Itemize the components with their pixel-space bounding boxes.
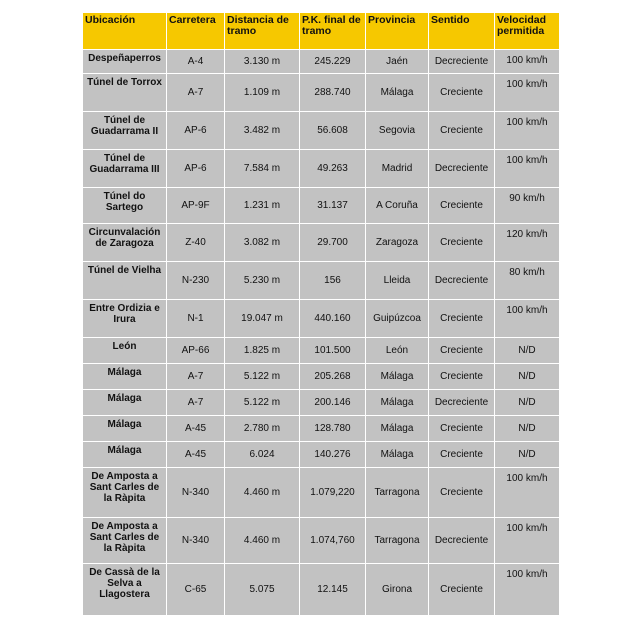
cell-velocidad: 90 km/h (495, 188, 560, 224)
cell-pk: 440.160 (300, 300, 366, 338)
cell-provincia: Málaga (366, 364, 429, 390)
cell-provincia: Lleida (366, 262, 429, 300)
cell-pk: 101.500 (300, 338, 366, 364)
cell-distancia: 7.584 m (225, 150, 300, 188)
cell-provincia: Guipúzcoa (366, 300, 429, 338)
cell-distancia: 6.024 (225, 442, 300, 468)
cell-carretera: AP-6 (167, 150, 225, 188)
cell-sentido: Creciente (429, 188, 495, 224)
table-row (83, 262, 560, 300)
cell-provincia: Madrid (366, 150, 429, 188)
cell-pk: 128.780 (300, 416, 366, 442)
cell-sentido: Creciente (429, 224, 495, 262)
cell-pk: 31.137 (300, 188, 366, 224)
cell-sentido: Decreciente (429, 390, 495, 416)
header-pk: P.K. final de tramo (300, 13, 366, 50)
cell-sentido: Decreciente (429, 262, 495, 300)
table-row (83, 416, 560, 442)
table-header-row (83, 13, 560, 50)
cell-distancia: 4.460 m (225, 468, 300, 518)
cell-carretera: N-1 (167, 300, 225, 338)
cell-ubicacion: Málaga (83, 364, 167, 390)
cell-pk: 245.229 (300, 50, 366, 74)
header-distancia: Distancia de tramo (225, 13, 300, 50)
cell-distancia: 2.780 m (225, 416, 300, 442)
table-row (83, 518, 560, 564)
cell-pk: 56.608 (300, 112, 366, 150)
cell-distancia: 19.047 m (225, 300, 300, 338)
cell-ubicacion: Despeñaperros (83, 50, 167, 74)
table-row (83, 564, 560, 616)
cell-sentido: Creciente (429, 112, 495, 150)
cell-velocidad: 100 km/h (495, 50, 560, 74)
cell-distancia: 3.130 m (225, 50, 300, 74)
cell-velocidad: 120 km/h (495, 224, 560, 262)
cell-provincia: A Coruña (366, 188, 429, 224)
cell-ubicacion: Entre Ordizia e Irura (83, 300, 167, 338)
cell-provincia: Tarragona (366, 468, 429, 518)
cell-velocidad: 100 km/h (495, 74, 560, 112)
cell-ubicacion: De Amposta a Sant Carles de la Ràpita (83, 468, 167, 518)
cell-sentido: Creciente (429, 74, 495, 112)
cell-sentido: Decreciente (429, 50, 495, 74)
cell-pk: 1.079,220 (300, 468, 366, 518)
cell-carretera: AP-9F (167, 188, 225, 224)
cell-ubicacion: León (83, 338, 167, 364)
cell-sentido: Creciente (429, 564, 495, 616)
cell-ubicacion: Túnel de Guadarrama II (83, 112, 167, 150)
cell-carretera: AP-66 (167, 338, 225, 364)
cell-provincia: Málaga (366, 442, 429, 468)
cell-pk: 156 (300, 262, 366, 300)
cell-carretera: A-45 (167, 442, 225, 468)
cell-distancia: 5.122 m (225, 390, 300, 416)
cell-pk: 205.268 (300, 364, 366, 390)
cell-pk: 1.074,760 (300, 518, 366, 564)
cell-velocidad: N/D (495, 390, 560, 416)
cell-ubicacion: Málaga (83, 390, 167, 416)
cell-distancia: 5.122 m (225, 364, 300, 390)
cell-distancia: 5.075 (225, 564, 300, 616)
header-velocidad: Velocidad permitida (495, 13, 560, 50)
cell-distancia: 1.825 m (225, 338, 300, 364)
cell-velocidad: 100 km/h (495, 150, 560, 188)
cell-velocidad: N/D (495, 364, 560, 390)
table-row (83, 50, 560, 74)
cell-sentido: Decreciente (429, 150, 495, 188)
cell-provincia: Málaga (366, 74, 429, 112)
cell-velocidad: 80 km/h (495, 262, 560, 300)
cell-distancia: 1.109 m (225, 74, 300, 112)
cell-provincia: Tarragona (366, 518, 429, 564)
cell-pk: 29.700 (300, 224, 366, 262)
cell-distancia: 1.231 m (225, 188, 300, 224)
cell-pk: 12.145 (300, 564, 366, 616)
table-row (83, 338, 560, 364)
cell-carretera: A-45 (167, 416, 225, 442)
cell-velocidad: N/D (495, 338, 560, 364)
cell-sentido: Creciente (429, 364, 495, 390)
cell-provincia: Málaga (366, 390, 429, 416)
table-row (83, 112, 560, 150)
cell-velocidad: 100 km/h (495, 518, 560, 564)
table-row (83, 300, 560, 338)
cell-pk: 140.276 (300, 442, 366, 468)
cell-carretera: C-65 (167, 564, 225, 616)
cell-provincia: León (366, 338, 429, 364)
table-row (83, 74, 560, 112)
cell-carretera: A-7 (167, 390, 225, 416)
cell-sentido: Creciente (429, 416, 495, 442)
cell-distancia: 3.482 m (225, 112, 300, 150)
cell-carretera: N-230 (167, 262, 225, 300)
cell-pk: 49.263 (300, 150, 366, 188)
cell-provincia: Zaragoza (366, 224, 429, 262)
header-carretera: Carretera (167, 13, 225, 50)
table-row (83, 390, 560, 416)
cell-distancia: 3.082 m (225, 224, 300, 262)
header-provincia: Provincia (366, 13, 429, 50)
cell-velocidad: N/D (495, 442, 560, 468)
cell-carretera: Z-40 (167, 224, 225, 262)
cell-ubicacion: Circunvalación de Zaragoza (83, 224, 167, 262)
cell-ubicacion: Málaga (83, 416, 167, 442)
cell-carretera: A-7 (167, 364, 225, 390)
cell-provincia: Málaga (366, 416, 429, 442)
radar-sections-table (82, 12, 560, 616)
cell-provincia: Segovia (366, 112, 429, 150)
cell-velocidad: 100 km/h (495, 300, 560, 338)
cell-provincia: Jaén (366, 50, 429, 74)
cell-velocidad: N/D (495, 416, 560, 442)
cell-pk: 200.146 (300, 390, 366, 416)
cell-velocidad: 100 km/h (495, 564, 560, 616)
cell-provincia: Girona (366, 564, 429, 616)
cell-sentido: Creciente (429, 442, 495, 468)
table-row (83, 150, 560, 188)
cell-ubicacion: De Amposta a Sant Carles de la Ràpita (83, 518, 167, 564)
cell-sentido: Creciente (429, 468, 495, 518)
cell-carretera: AP-6 (167, 112, 225, 150)
cell-sentido: Creciente (429, 300, 495, 338)
cell-sentido: Creciente (429, 338, 495, 364)
table-row (83, 442, 560, 468)
table-row (83, 364, 560, 390)
cell-pk: 288.740 (300, 74, 366, 112)
cell-ubicacion: Túnel do Sartego (83, 188, 167, 224)
table-row (83, 224, 560, 262)
cell-distancia: 5.230 m (225, 262, 300, 300)
cell-carretera: A-7 (167, 74, 225, 112)
cell-velocidad: 100 km/h (495, 112, 560, 150)
header-sentido: Sentido (429, 13, 495, 50)
cell-sentido: Decreciente (429, 518, 495, 564)
cell-ubicacion: Túnel de Vielha (83, 262, 167, 300)
header-ubicacion: Ubicación (83, 13, 167, 50)
cell-ubicacion: De Cassà de la Selva a Llagostera (83, 564, 167, 616)
cell-carretera: N-340 (167, 468, 225, 518)
table-row (83, 468, 560, 518)
cell-ubicacion: Málaga (83, 442, 167, 468)
cell-velocidad: 100 km/h (495, 468, 560, 518)
cell-ubicacion: Túnel de Torrox (83, 74, 167, 112)
cell-carretera: N-340 (167, 518, 225, 564)
table-row (83, 188, 560, 224)
cell-ubicacion: Túnel de Guadarrama III (83, 150, 167, 188)
cell-carretera: A-4 (167, 50, 225, 74)
cell-distancia: 4.460 m (225, 518, 300, 564)
